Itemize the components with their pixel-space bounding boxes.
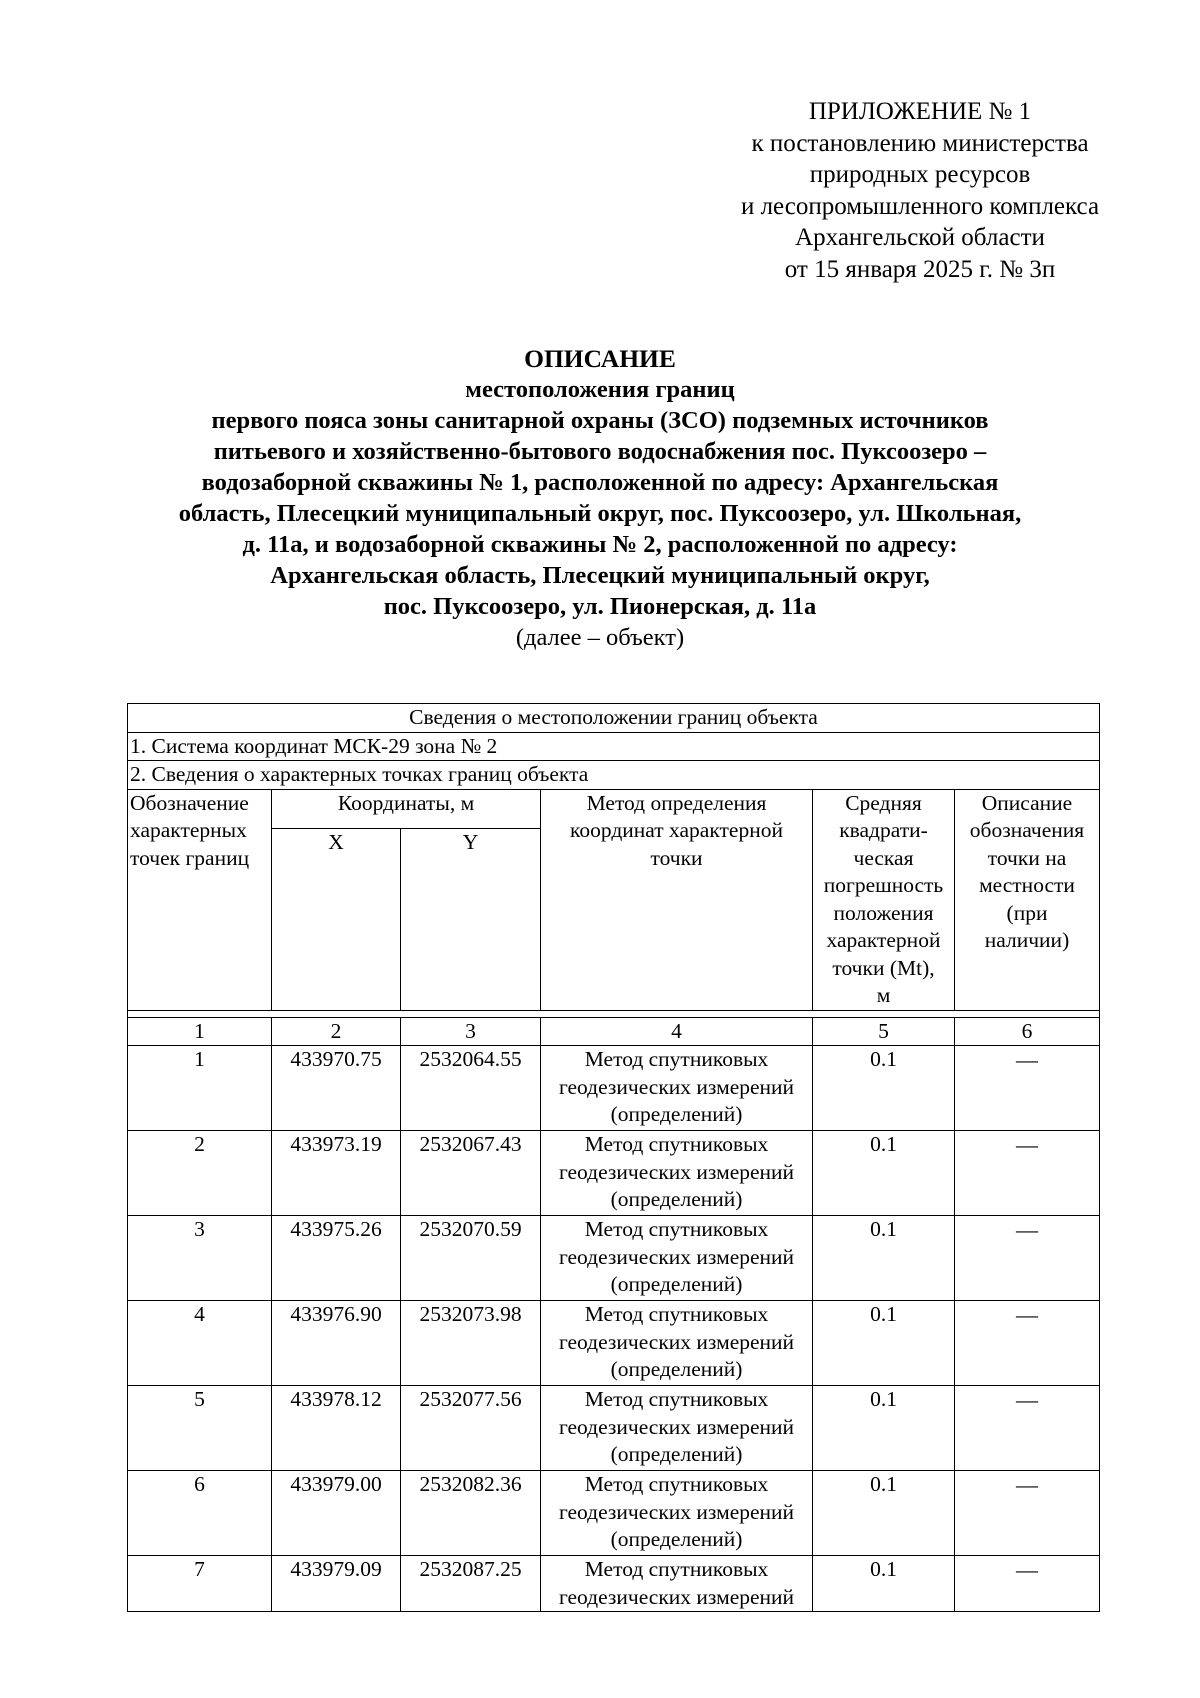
method-line: геодезических измерений [558, 1499, 795, 1524]
method-line: (определений) [610, 1527, 743, 1551]
error-value: 0.1 [813, 1386, 955, 1471]
method-cell [541, 1386, 813, 1471]
method-line: Метод спутниковых [584, 1472, 769, 1496]
method-line: геодезических измерений [558, 1584, 795, 1609]
method-cell [541, 1216, 813, 1301]
header-text: обозначения [969, 818, 1085, 842]
coord-x: 433976.90 [272, 1301, 401, 1386]
header-x: X [272, 828, 401, 1010]
method-cell [541, 1301, 813, 1386]
method-line: геодезических измерений [558, 1244, 795, 1269]
heading-line: область, Плесецкий муниципальный округ, пос. Пуксоозеро, ул. Школьная, [178, 500, 1022, 527]
coord-y: 2532087.25 [401, 1556, 541, 1612]
header-text: точек границ [130, 845, 250, 870]
appendix-line: к постановлению министерства [751, 129, 1089, 157]
heading-line: питьевого и хозяйственно-бытового водоснабжения пос. Пуксоозеро – [213, 438, 987, 465]
error-value: 0.1 [813, 1131, 955, 1216]
appendix-line: и лесопромышленного комплекса [740, 192, 1100, 220]
table-row [128, 1046, 1100, 1131]
header-point [128, 789, 272, 1010]
description-value: — [955, 1386, 1100, 1471]
header-text: точки на [987, 845, 1067, 870]
document-title: ОПИСАНИЕ [524, 344, 676, 373]
method-line: (определений) [610, 1102, 743, 1126]
header-text: местности [979, 873, 1075, 897]
description-value: — [955, 1216, 1100, 1301]
document-heading [100, 343, 1100, 653]
header-text: Описание [981, 790, 1073, 815]
column-number: 3 [401, 1017, 541, 1046]
appendix-line: от 15 января 2025 г. № 3п [784, 255, 1056, 283]
method-line: геодезических измерений [558, 1329, 795, 1354]
header-y: Y [401, 828, 541, 1010]
heading-line: местоположения границ [465, 376, 735, 403]
coord-x: 433979.00 [272, 1471, 401, 1556]
boundary-points-table [127, 703, 1100, 1612]
header-text: наличии) [984, 928, 1070, 952]
point-id: 1 [128, 1046, 272, 1131]
coord-x: 433970.75 [272, 1046, 401, 1131]
coord-x: 433975.26 [272, 1216, 401, 1301]
header-text: м [876, 983, 891, 1007]
method-line: Метод спутниковых [584, 1387, 769, 1411]
table-row [128, 1556, 1100, 1612]
method-line: Метод спутниковых [584, 1132, 769, 1156]
method-cell [541, 1556, 813, 1612]
header-text: характерных [130, 818, 247, 842]
column-number: 4 [541, 1017, 813, 1046]
coordinate-system: 1. Система координат МСК-29 зона № 2 [128, 732, 1100, 761]
column-number-row [128, 1017, 1100, 1046]
column-number: 1 [128, 1017, 272, 1046]
table-row [128, 1386, 1100, 1471]
heading-note: (далее – объект) [515, 624, 685, 651]
coord-y: 2532073.98 [401, 1301, 541, 1386]
heading-line: Архангельская область, Плесецкий муниципальный округ, [270, 562, 930, 589]
description-value: — [955, 1131, 1100, 1216]
header-text: координат характерной [570, 818, 783, 842]
table-row [128, 1131, 1100, 1216]
header-text: Обозначение [130, 790, 249, 815]
header-desc [955, 789, 1100, 1010]
points-section-title: 2. Сведения о характерных точках границ объекта [128, 761, 1100, 790]
point-id: 4 [128, 1301, 272, 1386]
method-cell [541, 1131, 813, 1216]
method-line: геодезических измерений [558, 1074, 795, 1099]
column-number: 2 [272, 1017, 401, 1046]
header-text: квадрати- [839, 818, 928, 842]
header-text: Средняя [845, 790, 922, 815]
point-id: 3 [128, 1216, 272, 1301]
header-coords: Координаты, м [272, 789, 541, 828]
heading-line: пос. Пуксоозеро, ул. Пионерская, д. 11а [383, 593, 817, 620]
coord-y: 2532070.59 [401, 1216, 541, 1301]
header-method [541, 789, 813, 1010]
column-number: 6 [955, 1017, 1100, 1046]
header-text: ческая [853, 845, 914, 870]
coord-x: 433979.09 [272, 1556, 401, 1612]
method-line: (определений) [610, 1442, 743, 1466]
method-line: (определений) [610, 1187, 743, 1211]
method-line: (определений) [610, 1357, 743, 1381]
error-value: 0.1 [813, 1301, 955, 1386]
table-row [128, 1471, 1100, 1556]
coord-x: 433973.19 [272, 1131, 401, 1216]
description-value: — [955, 1046, 1100, 1131]
appendix-line: природных ресурсов [809, 161, 1031, 188]
error-value: 0.1 [813, 1216, 955, 1301]
header-text: точки [650, 845, 703, 870]
method-line: геодезических измерений [558, 1414, 795, 1439]
method-cell [541, 1471, 813, 1556]
appendix-block [700, 96, 1140, 285]
method-line: геодезических измерений [558, 1159, 795, 1184]
method-line: (определений) [610, 1272, 743, 1296]
coord-x: 433978.12 [272, 1386, 401, 1471]
header-text: погрешность [823, 873, 944, 897]
appendix-line: ПРИЛОЖЕНИЕ № 1 [808, 98, 1032, 125]
column-number: 5 [813, 1017, 955, 1046]
description-value: — [955, 1471, 1100, 1556]
method-cell [541, 1046, 813, 1131]
method-line: Метод спутниковых [584, 1217, 769, 1241]
description-value: — [955, 1301, 1100, 1386]
coord-y: 2532077.56 [401, 1386, 541, 1471]
table-row [128, 1216, 1100, 1301]
header-text: (при [1006, 900, 1048, 925]
coord-y: 2532064.55 [401, 1046, 541, 1131]
appendix-line: Архангельской области [795, 224, 1045, 251]
table-gap [128, 1010, 1100, 1017]
coord-y: 2532082.36 [401, 1471, 541, 1556]
table-caption: Сведения о местоположении границ объекта [128, 704, 1100, 733]
point-id: 7 [128, 1556, 272, 1612]
header-text: Метод определения [586, 790, 767, 815]
header-text: точки (Mt), [832, 955, 935, 980]
method-line: Метод спутниковых [584, 1302, 769, 1326]
heading-line: первого пояса зоны санитарной охраны (ЗСО) подземных источников [211, 407, 989, 434]
method-line: Метод спутниковых [584, 1047, 769, 1071]
point-id: 6 [128, 1471, 272, 1556]
heading-line: д. 11а, и водозаборной скважины № 2, расположенной по адресу: [242, 531, 958, 558]
point-id: 5 [128, 1386, 272, 1471]
error-value: 0.1 [813, 1556, 955, 1612]
table-row [128, 1301, 1100, 1386]
error-value: 0.1 [813, 1471, 955, 1556]
header-text: положения [833, 900, 934, 925]
heading-line: водозаборной скважины № 1, расположенной по адресу: Архангельская [201, 469, 999, 496]
point-id: 2 [128, 1131, 272, 1216]
header-error [813, 789, 955, 1010]
header-text: характерной [826, 928, 941, 952]
coord-y: 2532067.43 [401, 1131, 541, 1216]
error-value: 0.1 [813, 1046, 955, 1131]
description-value: — [955, 1556, 1100, 1612]
method-line: Метод спутниковых [584, 1557, 769, 1581]
